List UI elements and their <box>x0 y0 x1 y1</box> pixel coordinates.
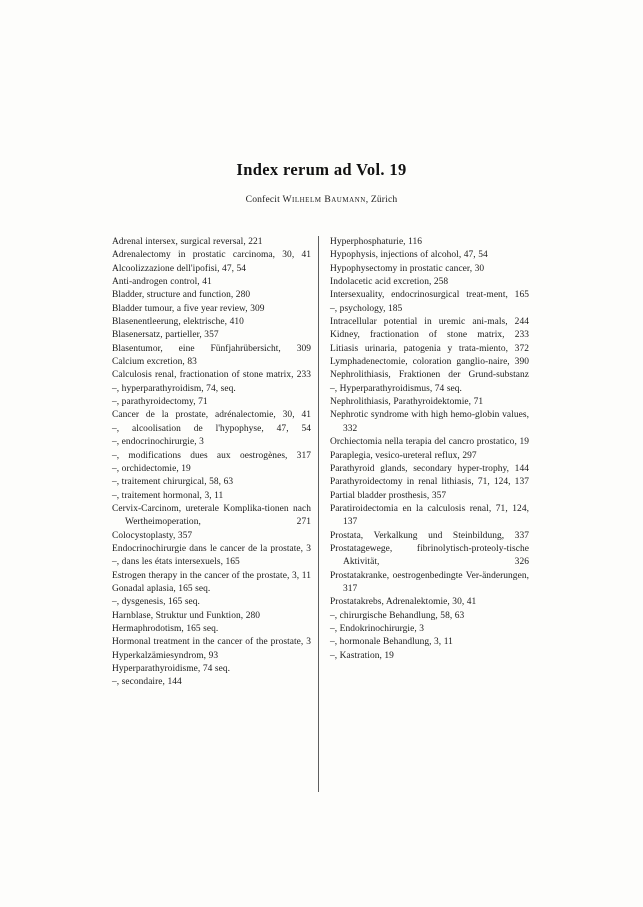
index-entry: Nephrolithiasis, Parathyroidektomie, 71 <box>330 397 484 408</box>
index-entry: Blasentumor, eine Fünfjahrübersicht, 309 <box>112 343 311 354</box>
index-entry: Intersexuality, endocrinosurgical treat-ment, 165 <box>330 290 529 301</box>
index-entry: Hypophysectomy in prostatic cancer, 30 <box>330 263 485 274</box>
index-entry: Prostatagewege, fibrinolytisch-proteoly-tische Aktivität, 326 <box>330 543 529 568</box>
index-entry: Hyperparathyroidisme, 74 seq. <box>112 664 231 674</box>
index-subentry: –, traitement chirurgical, 58, 63 <box>112 477 234 488</box>
index-entry: Hyperphosphaturie, 116 <box>330 237 423 247</box>
index-entry: Indolacetic acid excretion, 258 <box>330 277 449 288</box>
index-entry: Cancer de la prostate, adrénalectomie, 30, 41 <box>112 410 311 421</box>
page-masthead <box>0 160 643 205</box>
index-entry: Nephrotic syndrome with high hemo-globin values, 332 <box>330 410 529 434</box>
index-entry: Intracellular potential in uremic ani-mals, 244 <box>330 317 529 328</box>
index-entry: Calcium excretion, 83 <box>112 357 197 368</box>
index-subentry: –, orchidectomie, 19 <box>112 463 191 474</box>
index-subentry: –, dans les états intersexuels, 165 <box>112 557 240 568</box>
index-entry: Estrogen therapy in the cancer of the prostate, 3, 11 <box>112 570 311 581</box>
index-entry: Paratiroidectomia en la calculosis renal, 71, 124, 137 <box>330 503 529 528</box>
index-entry: Adrenalectomy in prostatic carcinoma, 30, 41 <box>112 250 311 261</box>
index-entry: Hypophysis, injections of alcohol, 47, 54 <box>330 250 488 261</box>
index-entry: Bladder, structure and function, 280 <box>112 290 251 301</box>
index-subentry: –, Hyperparathyroidismus, 74 seq. <box>330 383 462 394</box>
index-entry: Parathyroidectomy in renal lithiasis, 71, 124, 137 <box>330 477 529 488</box>
index-subentry: –, modifications dues aux oestrogènes, 317 <box>112 450 311 461</box>
index-subentry: –, hyperparathyroidism, 74, seq. <box>112 383 236 394</box>
index-entry: Lymphadenectomie, coloration ganglio-naire, 390 <box>330 357 529 368</box>
index-subentry: –, Endokrinochirurgie, 3 <box>330 623 425 634</box>
index-entry: Calculosis renal, fractionation of stone matrix, 233 <box>112 370 311 381</box>
index-entry: Blasenersatz, partieller, 357 <box>112 330 219 341</box>
column-divider-rule <box>318 236 319 792</box>
index-column-right <box>330 236 529 663</box>
index-entry: Prostata, Verkalkung und Steinbildung, 337 <box>330 530 529 541</box>
page-title: Index rerum ad Vol. 19 <box>236 160 407 179</box>
index-entry: Prostatakrebs, Adrenalektomie, 30, 41 <box>330 597 477 608</box>
index-entry: Adrenal intersex, surgical reversal, 221 <box>112 237 263 247</box>
index-subentry: –, parathyroidectomy, 71 <box>112 397 208 408</box>
index-subentry: –, alcoolisation de l'hypophyse, 47, 54 <box>112 423 311 434</box>
index-entry: Bladder tumour, a five year review, 309 <box>112 303 265 314</box>
index-entry: Harnblase, Struktur und Funktion, 280 <box>112 610 260 621</box>
compiler-prefix: Confecit <box>245 193 283 205</box>
index-entry: Nephrolithiasis, Fraktionen der Grund-substanz <box>330 370 529 381</box>
index-entry: Anti-androgen control, 41 <box>112 277 212 288</box>
index-entry: Hyperkalzämiesyndrom, 93 <box>112 650 219 661</box>
index-entry: Hormonal treatment in the cancer of the prostate, 3 <box>112 637 311 648</box>
index-entry: Paraplegia, vesico-ureteral reflux, 297 <box>330 450 477 461</box>
index-entry: Kidney, fractionation of stone matrix, 233 <box>330 330 529 341</box>
index-entry: Hermaphrodotism, 165 seq. <box>112 623 219 634</box>
index-entry: Blasenentleerung, elektrische, 410 <box>112 317 244 328</box>
index-subentry: –, chirurgische Behandlung, 58, 63 <box>330 610 465 621</box>
index-entry: Cervix-Carcinom, ureterale Komplika-tionen nach Wertheimoperation, 271 <box>112 503 311 528</box>
index-subentry: –, hormonale Behandlung, 3, 11 <box>330 637 453 648</box>
index-entry: Gonadal aplasia, 165 seq. <box>112 583 211 594</box>
index-subentry: –, secondaire, 144 <box>112 677 182 688</box>
compiler-city: , Zürich <box>365 193 398 205</box>
index-subentry: –, endocrinochirurgie, 3 <box>112 437 204 448</box>
index-entry: Litiasis urinaria, patogenia y trata-miento, 372 <box>330 343 529 354</box>
index-entry: Prostatakranke, oestrogenbedingte Ver-änderungen, 317 <box>330 570 529 594</box>
index-entry: Colocystoplasty, 357 <box>112 530 193 541</box>
index-entry: Alcoolizzazione dell'ipofisi, 47, 54 <box>112 263 247 274</box>
index-subentry: –, psychology, 185 <box>330 303 403 314</box>
index-subentry: –, dysgenesis, 165 seq. <box>112 597 200 608</box>
index-entry: Orchiectomia nella terapia del cancro prostatico, 19 <box>330 437 529 448</box>
index-entry: Partial bladder prosthesis, 357 <box>330 490 447 501</box>
compiler-credit <box>0 180 643 206</box>
index-subentry: –, Kastration, 19 <box>330 650 394 661</box>
index-subentry: –, traitement hormonal, 3, 11 <box>112 490 224 501</box>
index-entry: Parathyroid glands, secondary hyper-trophy, 144 <box>330 463 529 474</box>
index-entry: Endocrinochirurgie dans le cancer de la prostate, 3 <box>112 543 311 554</box>
compiler-name: Wilhelm Baumann <box>282 193 366 205</box>
index-column-left <box>112 236 311 690</box>
